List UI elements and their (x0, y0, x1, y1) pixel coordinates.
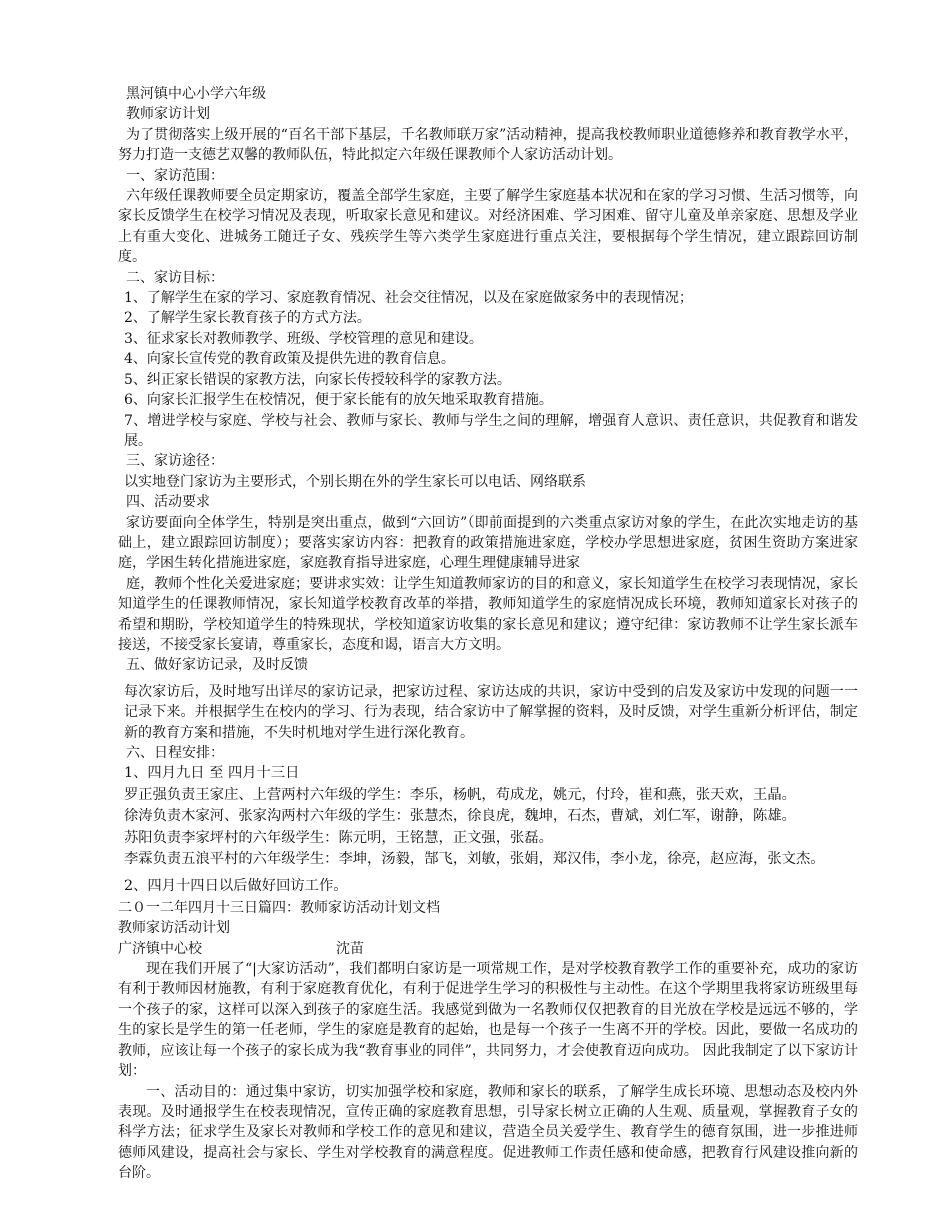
document-page (118, 84, 858, 1184)
signature-line (118, 939, 858, 959)
section-3-body: 以实地登门家访为主要形式，个别长期在外的学生家长可以电话、网络联系 (124, 473, 586, 490)
schedule-block (118, 763, 858, 897)
schedule-dates: 1、四月九日 至 四月十三日 (124, 765, 300, 782)
section-1-body: 六年级任课教师要全员定期家访，覆盖全部学生家庭，主要了解学生家庭基本状况和在家的学习习惯、生活习惯等，向家长反馈学生在校学习情况及表现，听取家长意见和建议。对经济困难、学习困难、留守儿童及单亲家庭、思想及学业上有重大变化、进城务工随迁子女、残疾学生等六类学生家庭进行重点关注，要根据每个学生情况，建立跟踪回访制度。 (118, 188, 858, 266)
section-4-body-1: 家访要面向全体学生，特别是突出重点，做到“六回访”（即前面提到的六类重点家访对象的学生，在此次实地走访的基础上，建立跟踪回访制度）；要落实家访内容：把教育的政策措施进家庭，学校办学思想进家庭，贫困生资助方案进家庭，学困生转化措施进家庭，家庭教育指导进家庭，心理生理健康辅导进家 (118, 514, 858, 572)
section-4-heading: 四、活动要求 (126, 494, 210, 511)
goal-item: 6、向家长汇报学生在校情况，便于家长能有的放矢地采取教育措施。 (124, 392, 553, 409)
goal-item: 2、了解学生家长教育孩子的方式方法。 (124, 310, 371, 327)
goal-item: 5、纠正家长错误的家教方法，向家长传授较科学的家教方法。 (124, 371, 511, 388)
school-name: 黑河镇中心小学六年级 (126, 86, 266, 102)
intro-paragraph: 为了贯彻落实上级开展的“百名干部下基层，千名教师联万家”活动精神，提高我校教师职业道德修养和教育教学水平，努力打造一支德艺双馨的教师队伍，特此拟定六年级任课教师个人家访活动计划。 (118, 126, 858, 164)
document-title: 教师家访计划 (126, 106, 210, 123)
schedule-followup: 2、四月十四日以后做好回访工作。 (124, 878, 348, 895)
schedule-row: 李霖负责五浪平村的六年级学生：李坤，汤毅，郜飞，刘敏，张娟，郑汉伟，李小龙，徐亮，赵应海，张文杰。 (124, 851, 825, 868)
section-5-body: 每次家访后，及时地写出详尽的家访记录，把家访过程、家访达成的共识，家访中受到的启发及家访中发现的问题一一记录下来。并根据学生在校内的学习、行为表现，结合家访中了解掌握的资料，及时反馈，对学生重新分析评估，制定新的教育方案和措施，不失时机地对学生进行深化教育。 (124, 683, 858, 741)
section-5-heading: 五、做好家访记录，及时反馈 (126, 657, 308, 674)
section-2-heading: 二、家访目标： (126, 269, 224, 286)
schedule-row: 苏阳负责李家坪村的六年级学生：陈元明，王铭慧，正文强，张磊。 (124, 829, 553, 846)
second-intro-paragraph: 现在我们开展了“|大家访活动”，我们都明白家访是一项常规工作，是对学校教育教学工作的重要补充，成功的家访有利于教师因材施教，有利于家庭教育优化，有利于促进学生学习的积极性与主动性。在这个学期里我将家访班级里每一个孩子的家，这样可以深入到孩子的家庭生活。我感觉到做为一名教师仅仅把教育的目光放在学校是远远不够的，学生的家长是学生的第一任老师，学生的家庭是教育的起始，也是每一个孩子一生离不开的学校。因此，要做一名成功的教师，应该让每一个孩子的家长成为我“教育事业的同伴”，共同努力，才会使教育迈向成功。 因此我制定了以下家访计划： (118, 961, 858, 1080)
school-name-2: 广济镇中心校 (118, 940, 202, 957)
goals-list (118, 288, 858, 451)
section-1-heading: 一、家访范围： (126, 167, 224, 184)
schedule-row: 罗正强负责王家庄、上营两村六年级的学生：李乐，杨帆，苟成龙，姚元，付玲，崔和燕，张天欢，王晶。 (124, 786, 796, 803)
second-section-1: 一、活动目的：通过集中家访，切实加强学校和家庭，教师和家长的联系，了解学生成长环境、思想动态及校内外表现。及时通报学生在校表现情况，宣传正确的家庭教育思想，引导家长树立正确的人生观、质量观，掌握教育子女的科学方法；征求学生及家长对教师和学校工作的意见和建议，营造全员关爱学生、教育学生的德育氛围，进一步推进师德师风建设，提高社会与家长、学生对学校教育的满意程度。促进教师工作责任感和使命感，把教育行风建设推向新的台阶。 (118, 1083, 858, 1182)
author-name: 沈苗 (336, 940, 364, 957)
goal-item: 3、征求家长对教师教学、班级、学校管理的意见和建设。 (124, 330, 483, 347)
second-title: 教师家访活动计划 (118, 920, 230, 937)
goal-item: 1、了解学生在家的学习、家庭教育情况、社会交往情况，以及在家庭做家务中的表现情况； (124, 290, 693, 307)
section-3-heading: 三、家访途径： (126, 453, 224, 470)
goal-item: 4、向家长宣传党的教育政策及提供先进的教育信息。 (124, 351, 455, 368)
schedule-row: 徐涛负责木家河、张家沟两村六年级的学生：张慧杰，徐良虎，魏坤，石杰，曹斌，刘仁军，谢静，陈雄。 (124, 808, 796, 825)
date-line: 二０一二年四月十三日篇四：教师家访活动计划文档 (118, 899, 440, 916)
section-4-body-2: 庭，教师个性化关爱进家庭；要讲求实效：让学生知道教师家访的目的和意义，家长知道学生在校学习表现情况，家长知道学生的任课教师情况，家长知道学校教育改革的举措，教师知道学生的家庭情况成长环境，教师知道家长对孩子的希望和期盼，学校知道学生的特殊现状，学校知道家访收集的家长意见和建议；遵守纪律：家访教师不让学生家长派车接送，不接受家长宴请，尊重家长，态度和谒，语言大方文明。 (118, 575, 858, 653)
goal-item: 7、增进学校与家庭、学校与社会、教师与家长、教师与学生之间的理解，增强育人意识、责任意识，共促教育和谐发展。 (124, 412, 858, 449)
section-6-heading: 六、日程安排： (126, 745, 224, 761)
